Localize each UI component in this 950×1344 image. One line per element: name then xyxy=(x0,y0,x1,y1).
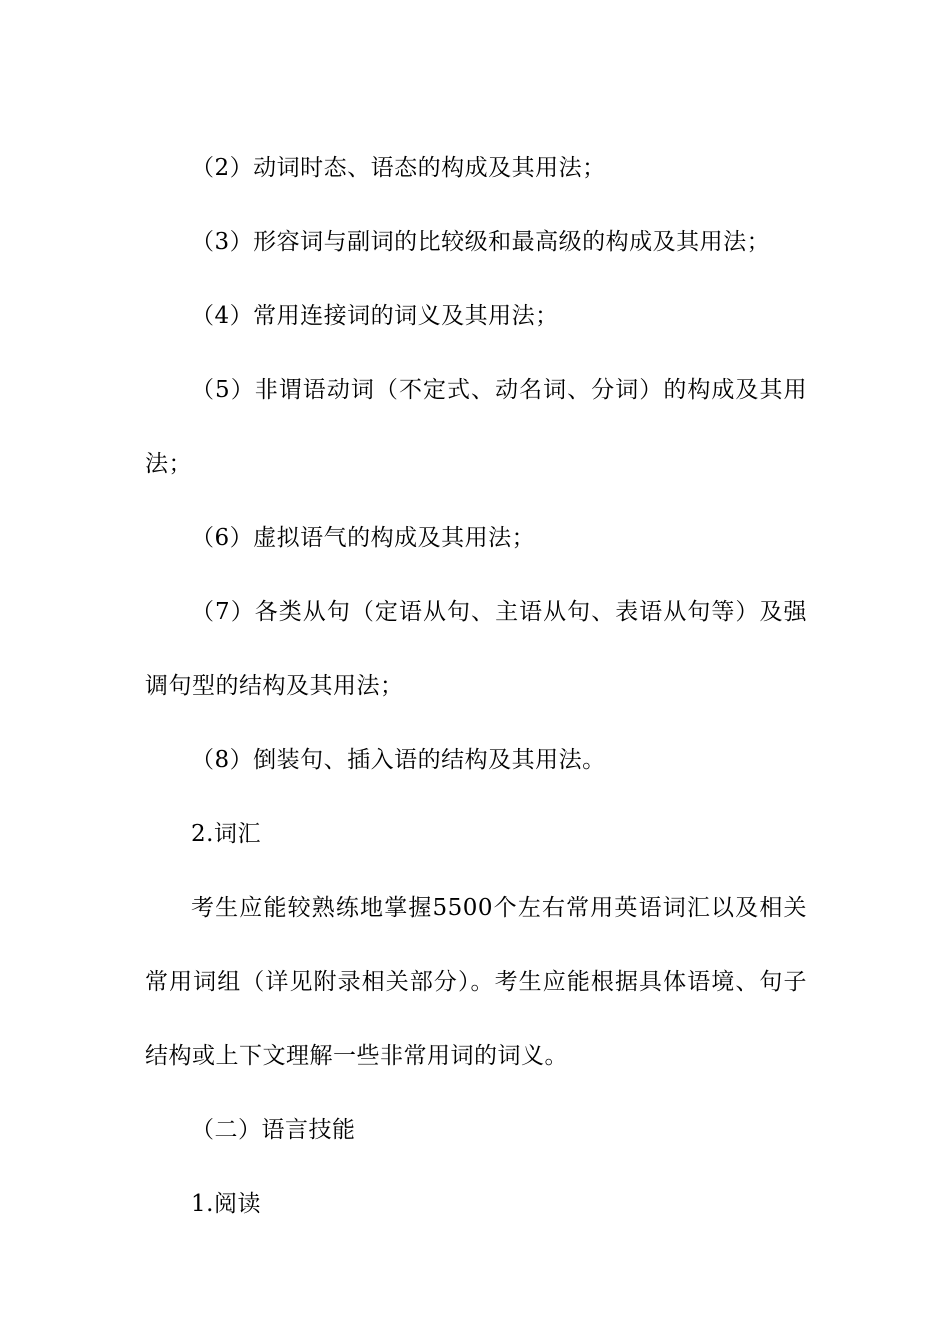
section-heading-language-skills: （二）语言技能 xyxy=(191,1117,356,1143)
grammar-item-8: （8）倒装句、插入语的结构及其用法。 xyxy=(191,747,606,773)
grammar-item-7: （7）各类从句（定语从句、主语从句、表语从句等）及强调句型的结构及其用法； xyxy=(145,599,807,699)
grammar-item-4: （4）常用连接词的词义及其用法； xyxy=(191,303,559,329)
grammar-item-6: （6）虚拟语气的构成及其用法； xyxy=(191,525,536,551)
grammar-item-2: （2）动词时态、语态的构成及其用法； xyxy=(191,155,606,181)
section-heading-reading: 1.阅读 xyxy=(191,1191,261,1217)
grammar-item-5: （5）非谓语动词（不定式、动名词、分词）的构成及其用法； xyxy=(145,377,807,477)
vocabulary-paragraph: 考生应能较熟练地掌握5500个左右常用英语词汇以及相关常用词组（详见附录相关部分）。考生应能根据具体语境、句子结构或上下文理解一些非常用词的词义。 xyxy=(145,895,807,1069)
grammar-item-3: （3）形容词与副词的比较级和最高级的构成及其用法； xyxy=(191,229,771,255)
section-heading-vocabulary: 2.词汇 xyxy=(191,821,261,847)
